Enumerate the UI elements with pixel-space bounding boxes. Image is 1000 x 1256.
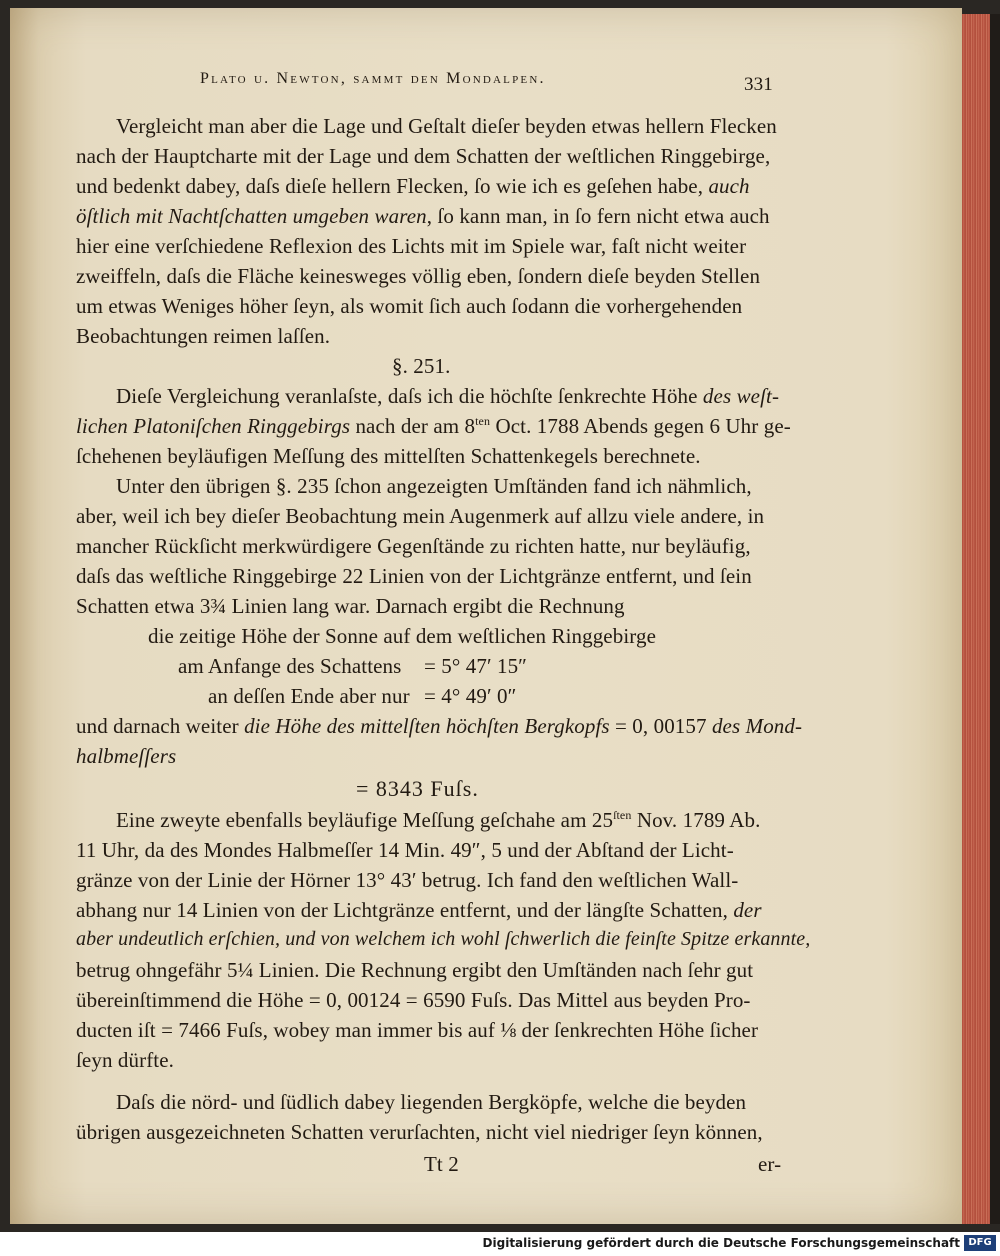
calc-line-1: die zeitige Höhe der Sonne auf dem weſtlichen Ringgebirge	[148, 624, 656, 648]
section-mark: §. 251.	[392, 354, 451, 378]
p3-line-4: daſs das weſtliche Ringgebirge 22 Linien von der Lichtgränze entfernt, und ſein	[76, 564, 752, 588]
p3-line-5: Schatten etwa 3¾ Linien lang war. Darnach ergibt die Rechnung	[76, 594, 625, 618]
p4-line-1: Eine zweyte ebenfalls beyläufige Meſſung geſchahe am $25^{ſten}$ Nov. 1789 Ab.	[116, 808, 761, 832]
p2-line-2: lichen Platoniſchen Ringgebirgs nach der am $8^{ten}$ Oct. 1788 Abends gegen 6 Uhr ge-	[76, 414, 791, 438]
p4-line-5: aber undeutlich erſchien, und von welchem ich wohl ſchwerlich die feinſte Spitze erkannte,	[76, 928, 811, 950]
p4-line-8: ducten iſt = 7466 Fuſs, wobey man immer bis auf ⅛ der ſenkrechten Höhe ſicher	[76, 1018, 759, 1042]
p4-line-3: gränze von der Linie der Hörner 13° 43′ betrug. Ich fand den weſtlichen Wall-	[76, 868, 739, 892]
footer-credit: Digitalisierung gefördert durch die Deutsche Forschungsgemeinschaft	[482, 1236, 960, 1250]
calc-line-4: und darnach weiter die Höhe des mittelſten höchſten Bergkopfs = 0, 00157 des Mond-	[76, 714, 803, 738]
p5-line-1: Daſs die nörd- und ſüdlich dabey liegenden Bergköpfe, welche die beyden	[116, 1090, 747, 1114]
p5-line-2: übrigen ausgezeichneten Schatten verurſachten, nicht viel niedriger ſeyn können,	[76, 1120, 763, 1144]
p4-line-7: übereinſtimmend die Höhe = 0, 00124 = 6590 Fuſs. Das Mittel aus beyden Pro-	[76, 988, 751, 1012]
p2-line-3: ſchehenen beyläufigen Meſſung des mittelſten Schattenkegels berechnete.	[76, 444, 701, 468]
page-edge-red	[962, 14, 992, 1224]
catchword: er-	[758, 1152, 782, 1176]
p4-line-4: abhang nur 14 Linien von der Lichtgränze entfernt, und der längſte Schatten, der	[76, 898, 762, 922]
p1-line-6: zweiffeln, daſs die Fläche keinesweges völlig eben, ſondern dieſe beyden Stellen	[76, 264, 761, 288]
calc-line-3-value: = 4° 49′ 0″	[424, 684, 517, 708]
p1-line-3: und bedenkt dabey, daſs dieſe hellern Flecken, ſo wie ich es geſehen habe, auch	[76, 174, 750, 198]
p1-line-8: Beobachtungen reimen laſſen.	[76, 324, 331, 348]
calc-result: = 8343 Fuſs.	[356, 776, 479, 801]
dfg-logo: DFG	[964, 1235, 996, 1251]
page-number: 331	[744, 74, 773, 95]
p4-line-9: ſeyn dürfte.	[76, 1048, 174, 1072]
p1-line-5: hier eine verſchiedene Reflexion des Lichts mit im Spiele war, faſt nicht weiter	[76, 234, 747, 258]
calc-line-2-value: = 5° 47′ 15″	[424, 654, 528, 678]
p1-line-2: nach der Hauptcharte mit der Lage und dem Schatten der weſtlichen Ringgebirge,	[76, 144, 771, 168]
p2-line-1: Dieſe Vergleichung veranlaſste, daſs ich die höchſte ſenkrechte Höhe des weſt-	[116, 384, 780, 408]
calc-line-5: halbmeſſers	[76, 744, 177, 768]
p3-line-2: aber, weil ich bey dieſer Beobachtung mein Augenmerk auf allzu viele andere, in	[76, 504, 765, 528]
p4-line-2: 11 Uhr, da des Mondes Halbmeſſer 14 Min. 49″, 5 und der Abſtand der Licht-	[76, 838, 734, 862]
signature-mark: Tt 2	[424, 1152, 459, 1176]
p1-line-4: öſtlich mit Nachtſchatten umgeben waren, ſo kann man, in ſo fern nicht etwa auch	[76, 204, 770, 228]
calc-line-2-label: am Anfange des Schattens	[178, 654, 402, 678]
p3-line-1: Unter den übrigen §. 235 ſchon angezeigten Umſtänden fand ich nähmlich,	[116, 474, 752, 498]
p1-line-1: Vergleicht man aber die Lage und Geſtalt dieſer beyden etwas hellern Flecken	[116, 114, 777, 138]
p1-line-7: um etwas Weniges höher ſeyn, als womit ſich auch ſodann die vorhergehenden	[76, 294, 743, 318]
running-head: Plato u. Newton, sammt den Mondalpen.	[200, 70, 546, 87]
page-edge-shadow	[990, 14, 1000, 1224]
calc-line-3-label: an deſſen Ende aber nur	[208, 684, 410, 708]
p4-line-6: betrug ohngefähr 5¼ Linien. Die Rechnung ergibt den Umſtänden nach ſehr gut	[76, 958, 754, 982]
footer-bar	[0, 1232, 1000, 1256]
p3-line-3: mancher Rückſicht merkwürdigere Gegenſtände zu richten hatte, nur beyläufig,	[76, 534, 751, 558]
